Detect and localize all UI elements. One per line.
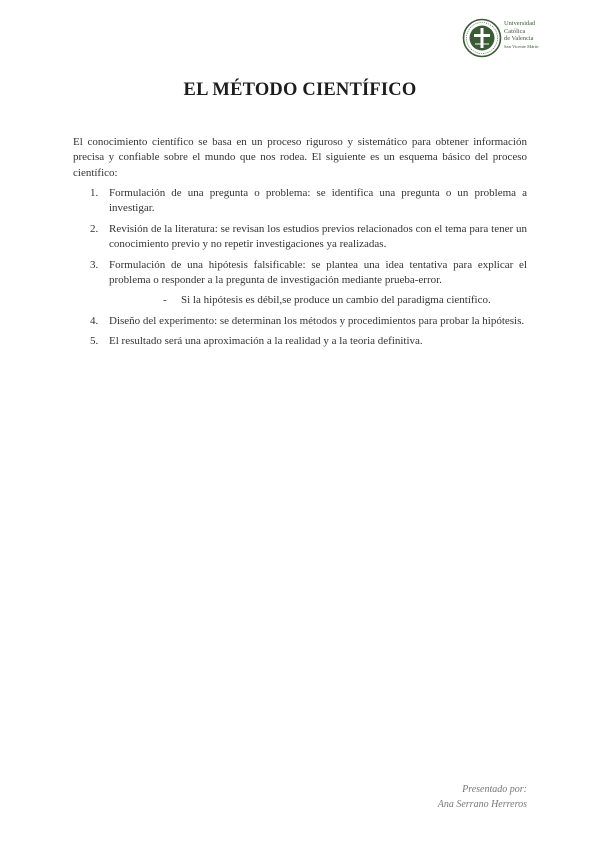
step-text: Formulación de una pregunta o problema: se identifica una pregunta o un problema a investigar. xyxy=(109,187,527,215)
step-text: Formulación de una hipótesis falsificable: se plantea una idea tentativa para explicar el problema o responder a la pregunta de investigación mediante prueba-error. xyxy=(109,258,527,287)
list-item xyxy=(73,258,527,309)
step-number: 1. xyxy=(90,187,99,199)
sub-item-text: Si la hipótesis es débil,se produce un cambio del paradigma científico. xyxy=(181,294,491,307)
university-seal-icon xyxy=(462,18,502,58)
list-item xyxy=(73,186,527,217)
presented-by-label: Presentado por: xyxy=(462,784,527,795)
list-item xyxy=(73,334,527,349)
step-number: 2. xyxy=(90,222,99,235)
intro-paragraph: El conocimiento científico se basa en un proceso riguroso y sistemático para obtener información precisa y confiable sobre el mundo que nos rodea. El siguiente es un esquema básico del proceso científico: xyxy=(73,136,527,179)
document-title: EL MÉTODO CIENTÍFICO xyxy=(183,80,417,100)
step-text: Diseño del experimento: se determinan los métodos y procedimientos para probar la hipótesis. xyxy=(109,314,525,327)
sub-list-item xyxy=(109,293,527,308)
step-text: El resultado será una aproximación a la realidad y a la teoria definitiva. xyxy=(109,335,423,348)
step-text: Revisión de la literatura: se revisan los estudios previos relacionados con el tema para tener un conocimiento previo y no repetir investigaciones ya realizadas. xyxy=(109,222,527,251)
step-number: 4. xyxy=(90,314,99,327)
author-name: Ana Serrano Herreros xyxy=(437,799,527,810)
steps-list xyxy=(73,186,527,355)
university-logo xyxy=(462,18,572,58)
university-name xyxy=(504,20,574,50)
presenter-credit xyxy=(438,782,527,812)
list-item xyxy=(73,222,527,253)
logo-line: de Valencia xyxy=(504,35,534,43)
step-number: 5. xyxy=(90,335,99,348)
step-number: 3. xyxy=(90,258,99,271)
logo-line: San Vicente Mártir xyxy=(504,43,539,49)
dash-bullet: - xyxy=(163,294,167,307)
list-item xyxy=(73,314,527,329)
logo-line: Universidad xyxy=(504,20,536,27)
logo-line: Católica xyxy=(504,27,526,35)
